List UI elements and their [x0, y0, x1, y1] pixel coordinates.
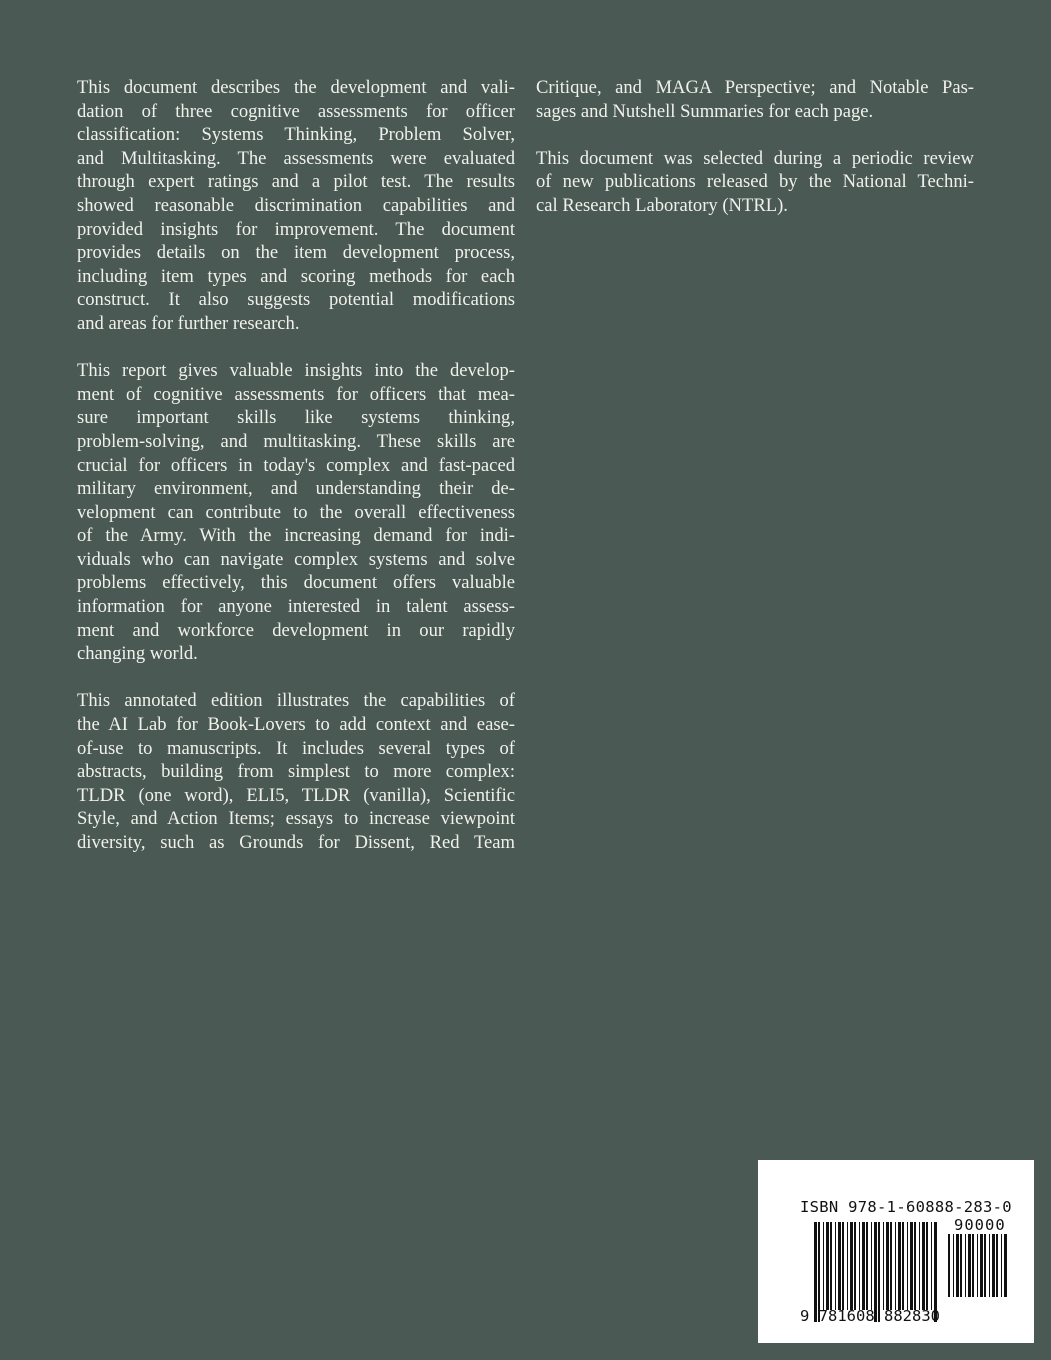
barcode-bar — [953, 1234, 954, 1297]
price-code: 90000 — [954, 1216, 1006, 1234]
text-line: This report gives valuable insights into the develop- — [77, 360, 515, 382]
text-line: showed reasonable discrimination capabilities and — [77, 194, 515, 216]
paragraph — [536, 76, 974, 123]
isbn-barcode — [758, 1160, 1034, 1343]
text-line: This annotated edition illustrates the capabilities of — [77, 690, 515, 712]
addon-bars — [948, 1234, 1010, 1309]
barcode-bar — [842, 1222, 844, 1310]
barcode-bar — [883, 1222, 884, 1310]
text-line: ment and workforce development in our rapidly — [77, 619, 515, 641]
paragraph — [536, 147, 974, 218]
barcode-bar — [886, 1222, 889, 1310]
text-line: and Multitasking. The assessments were evaluated — [77, 147, 515, 169]
text-line: velopment can contribute to the overall effectiveness — [77, 501, 515, 523]
text-line: cal Research Laboratory (NTRL). — [536, 194, 788, 216]
text-line: crucial for officers in today's complex and fast-paced — [77, 454, 515, 476]
barcode-bar — [910, 1222, 913, 1310]
barcode-bar — [980, 1234, 983, 1297]
barcode-bar — [830, 1222, 832, 1310]
barcode-bar — [862, 1222, 865, 1310]
barcode-bar — [922, 1222, 925, 1310]
text-line: viduals who can navigate complex systems and solve — [77, 548, 515, 570]
paragraph — [77, 359, 515, 666]
barcode-bar — [823, 1222, 824, 1310]
text-line: of-use to manuscripts. It includes several types of — [77, 737, 515, 759]
barcode-bar — [919, 1222, 920, 1310]
barcode-bar — [984, 1234, 986, 1297]
text-line: problem-solving, and multitasking. These skills are — [77, 430, 515, 452]
paragraph — [77, 76, 515, 336]
text-line: dation of three cognitive assessments for officer — [77, 100, 515, 122]
barcode-bar — [914, 1222, 916, 1310]
barcode-bar — [992, 1234, 995, 1297]
text-line: This document was selected during a periodic review — [536, 147, 974, 169]
barcode-bar — [902, 1222, 904, 1310]
barcode-bar — [931, 1222, 932, 1310]
barcode-bar — [850, 1222, 853, 1310]
text-line: of the Army. With the increasing demand for indi- — [77, 525, 515, 547]
barcode-bar — [871, 1222, 872, 1310]
text-line: information for anyone interested in talent assess- — [77, 596, 515, 618]
text-line: including item types and scoring methods for each — [77, 265, 515, 287]
barcode-bar — [1004, 1234, 1007, 1297]
text-line: through expert ratings and a pilot test. The results — [77, 171, 515, 193]
barcode-bar — [898, 1222, 901, 1310]
barcode-bar — [960, 1234, 962, 1297]
text-line: military environment, and understanding their de- — [77, 478, 515, 500]
barcode-bar — [859, 1222, 860, 1310]
barcode-bar — [890, 1222, 892, 1310]
text-line: This document describes the development and vali- — [77, 77, 515, 98]
text-line: TLDR (one word), ELI5, TLDR (vanilla), Scientific — [77, 784, 515, 806]
left-column — [77, 76, 515, 878]
text-line: provided insights for improvement. The document — [77, 218, 515, 240]
isbn-label: ISBN 978-1-60888-283-0 — [800, 1198, 1012, 1216]
barcode-bar — [989, 1234, 990, 1297]
barcode-bar — [907, 1222, 908, 1310]
barcode-bar — [977, 1234, 978, 1297]
text-line: problems effectively, this document offers valuable — [77, 572, 515, 594]
text-line: Critique, and MAGA Perspective; and Notable Pas- — [536, 77, 974, 98]
right-column — [536, 76, 974, 241]
barcode-bar — [838, 1222, 841, 1310]
text-line: abstracts, building from simplest to more complex: — [77, 761, 515, 783]
text-line: provides details on the item development process, — [77, 242, 515, 264]
paragraph — [77, 689, 515, 854]
text-line: sages and Nutshell Summaries for each page. — [536, 100, 874, 122]
barcode-bar — [895, 1222, 896, 1310]
text-line: changing world. — [77, 643, 198, 665]
barcode-bar — [926, 1222, 928, 1310]
barcode-bar — [965, 1234, 966, 1297]
text-line: construct. It also suggests potential modifications — [77, 289, 515, 311]
barcode-bar — [835, 1222, 836, 1310]
text-line: diversity, such as Grounds for Dissent, Red Team — [77, 832, 515, 853]
barcode-bar — [996, 1234, 998, 1297]
barcode-bar — [968, 1234, 971, 1297]
text-line: sure important skills like systems thinking, — [77, 407, 515, 429]
barcode-bar — [826, 1222, 829, 1310]
barcode-bar — [948, 1234, 950, 1297]
text-line: ment of cognitive assessments for officers that mea- — [77, 383, 515, 405]
barcode-bar — [847, 1222, 848, 1310]
barcode-bar — [972, 1234, 974, 1297]
text-line: Style, and Action Items; essays to increase viewpoint — [77, 808, 515, 830]
text-line: classification: Systems Thinking, Problem Solver, — [77, 124, 515, 146]
ean-digits: 9 781608 882830 — [800, 1307, 940, 1325]
barcode-bar — [1001, 1234, 1002, 1297]
text-line: and areas for further research. — [77, 312, 300, 334]
barcode-bar — [854, 1222, 856, 1310]
barcode-bar — [956, 1234, 959, 1297]
barcode-bar — [866, 1222, 868, 1310]
text-line: the AI Lab for Book-Lovers to add context and ease- — [77, 714, 515, 736]
text-line: of new publications released by the National Techni- — [536, 171, 974, 193]
